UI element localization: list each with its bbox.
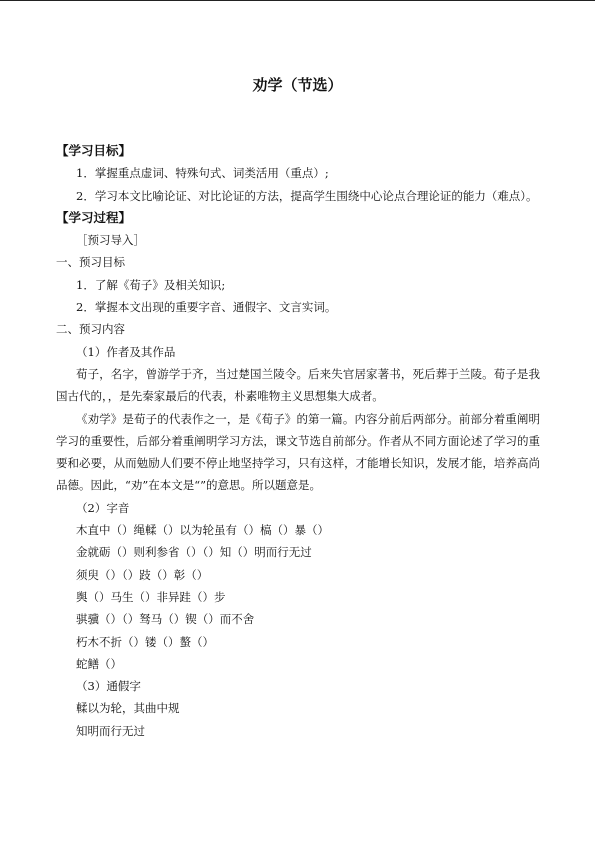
- section1-title: 一、预习目标: [56, 255, 125, 270]
- sub3-title: （3）通假字: [76, 679, 141, 694]
- loanword-line-2: 知明而行无过: [76, 723, 145, 738]
- loanword-line-1: 輮以为轮，其曲中规: [76, 701, 180, 716]
- goal-item-2: 2．学习本文比喻论证、对比论证的方法，提高学生围绕中心论点合理论证的能力（难点）。: [76, 188, 538, 203]
- pronunciation-line-2: 金就砺（）则利参省（）（）知（）明而行无过: [76, 545, 312, 560]
- goal-item-1: 1．掌握重点虚词、特殊句式、词类活用（重点）;: [76, 166, 329, 181]
- sub2-title: （2）字音: [76, 500, 130, 515]
- document-body: [56, 140, 540, 742]
- preview-intro: ［预习导入］: [76, 233, 145, 248]
- pronunciation-line-6: 朽木不折（）镂（）螯（）: [76, 634, 214, 649]
- pronunciation-line-3: 须臾（）（）跂（）彰（）: [76, 567, 209, 582]
- sub1-title: （1）作者及其作品: [76, 344, 176, 359]
- goals-heading: 【学习目标】: [56, 143, 132, 158]
- pronunciation-line-4: 舆（）马生（）非异跬（）步: [76, 589, 226, 604]
- pronunciation-line-7: 蛇鳝（）: [76, 656, 122, 671]
- pronunciation-line-1: 木直中（）绳輮（）以为轮虽有（）槁（）暴（）: [76, 523, 329, 538]
- section1-item-1: 1．了解《荀子》及相关知识;: [76, 277, 226, 292]
- section2-title: 二、预习内容: [56, 322, 125, 337]
- section1-item-2: 2．掌握本文出现的重要字音、通假字、文言实词。: [76, 300, 337, 315]
- process-heading: 【学习过程】: [56, 209, 132, 225]
- page-title: 劝学（节选）: [252, 76, 343, 94]
- sub1-para-2: 《劝学》是荀子的代表作之一，是《荀子》的第一篇。内容分前后两部分。前部分着重阐明学习的重要性，后部分着重阐明学习方法，课文节选自前部分。作者从不同方面论述了学习的重要和必要，从而勉励人们要不停止地坚持学习，只有这样，才能增长知识，发展才能，培养高尚品德。因此，“劝”在本文是“”的意思。所以题意是。: [56, 411, 540, 493]
- pronunciation-line-5: 骐骥（）（）驽马（）锲（）而不舍: [76, 612, 255, 627]
- sub1-para-1: 荀子，名字，曾游学于齐，当过楚国兰陵令。后来失官居家著书，死后葬于兰陵。荀子是我国古代的，，是先秦家最后的代表，朴素唯物主义思想集大成者。: [56, 366, 540, 404]
- top-rule: [0, 0, 595, 1]
